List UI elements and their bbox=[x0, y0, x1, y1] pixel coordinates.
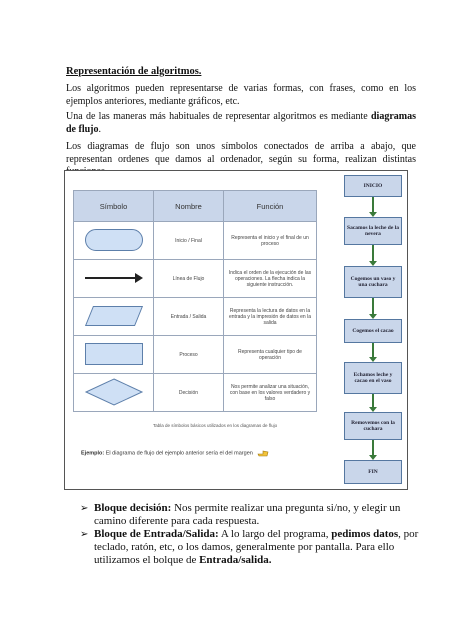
paragraph-flowchart-description: Los diagramas de flujo son unos símbolos conectados de arriba a abajo, que representan ordenes que damos al ordenador, según su forma, realizan distintas bbox=[66, 141, 416, 165]
pointing-hand-icon bbox=[257, 449, 269, 457]
table-row: Línea de Flujo Indica el orden de la ejecución de las operaciones. La flecha indica la siguiente instrucción. bbox=[74, 260, 317, 298]
flow-step: Cogemos un vaso y una cuchara bbox=[344, 266, 402, 298]
table-header-function: Función bbox=[224, 191, 317, 222]
flow-step: Cogemos el cacao bbox=[344, 319, 402, 343]
terminal-symbol-icon bbox=[85, 229, 143, 251]
decision-symbol-icon bbox=[84, 377, 144, 407]
process-symbol-icon bbox=[85, 343, 143, 365]
bullet-list bbox=[80, 502, 420, 567]
paragraph-flowchart-mention: Una de las maneras más habituales de representar algoritmos es mediante diagramas de flujo. bbox=[66, 111, 416, 135]
symbols-table bbox=[73, 190, 317, 412]
flow-step-start: INICIO bbox=[344, 175, 402, 197]
flow-arrow bbox=[372, 440, 374, 457]
arrow-bullet-icon: ➢ bbox=[80, 503, 89, 514]
flow-step: Removemos con la cuchara bbox=[344, 412, 402, 440]
table-header-symbol: Símbolo bbox=[74, 191, 154, 222]
flow-step-end: FIN bbox=[344, 460, 402, 484]
figure-flowchart-symbols bbox=[64, 170, 408, 490]
flow-arrow bbox=[372, 245, 374, 263]
paragraph-intro: Los algoritmos pueden representarse de varias formas, con frases, como en los ejemplos anteriores, mediante gráficos, etc. bbox=[66, 83, 416, 107]
flow-step: Echamos leche y cacao en el vaso bbox=[344, 362, 402, 394]
table-row: Inicio / Final Representa el inicio y el final de un proceso bbox=[74, 222, 317, 260]
table-row: Entrada / Salida Representa la lectura de datos en la entrada y la impresión de datos en la salida bbox=[74, 298, 317, 336]
flow-step: Sacamos la leche de la nevera bbox=[344, 217, 402, 245]
flow-arrow bbox=[372, 197, 374, 214]
table-row: Decisión Nos permite analizar una situación, con base en los valores verdadero y falso bbox=[74, 374, 317, 412]
flow-arrow bbox=[372, 298, 374, 316]
list-item: ➢ Bloque decisión: Nos permite realizar una pregunta si/no, y elegir un camino diferente para cada respuesta. bbox=[80, 502, 401, 527]
arrow-bullet-icon: ➢ bbox=[80, 529, 89, 540]
example-note: Ejemplo: El diagrama de flujo del ejemplo anterior sería el del margen bbox=[81, 449, 269, 457]
input-output-symbol-icon bbox=[84, 306, 142, 326]
flow-arrow bbox=[372, 394, 374, 409]
flow-arrow bbox=[372, 343, 374, 359]
list-item: ➢ Bloque de Entrada/Salida: A lo largo del programa, pedimos datos, por teclado, ratón, etc, o los damos, generalmente por pantalla. Para ello utilizamos el bolque de Entrada/salida. bbox=[80, 528, 419, 566]
table-caption: Tabla de símbolos básicos utilizados en los diagramas de flujo bbox=[153, 423, 278, 428]
table-row: Proceso Representa cualquier tipo de operación bbox=[74, 336, 317, 374]
table-header-name: Nombre bbox=[154, 191, 224, 222]
section-heading: Representación de algoritmos. bbox=[66, 66, 202, 77]
flow-line-arrow-icon bbox=[85, 273, 143, 283]
